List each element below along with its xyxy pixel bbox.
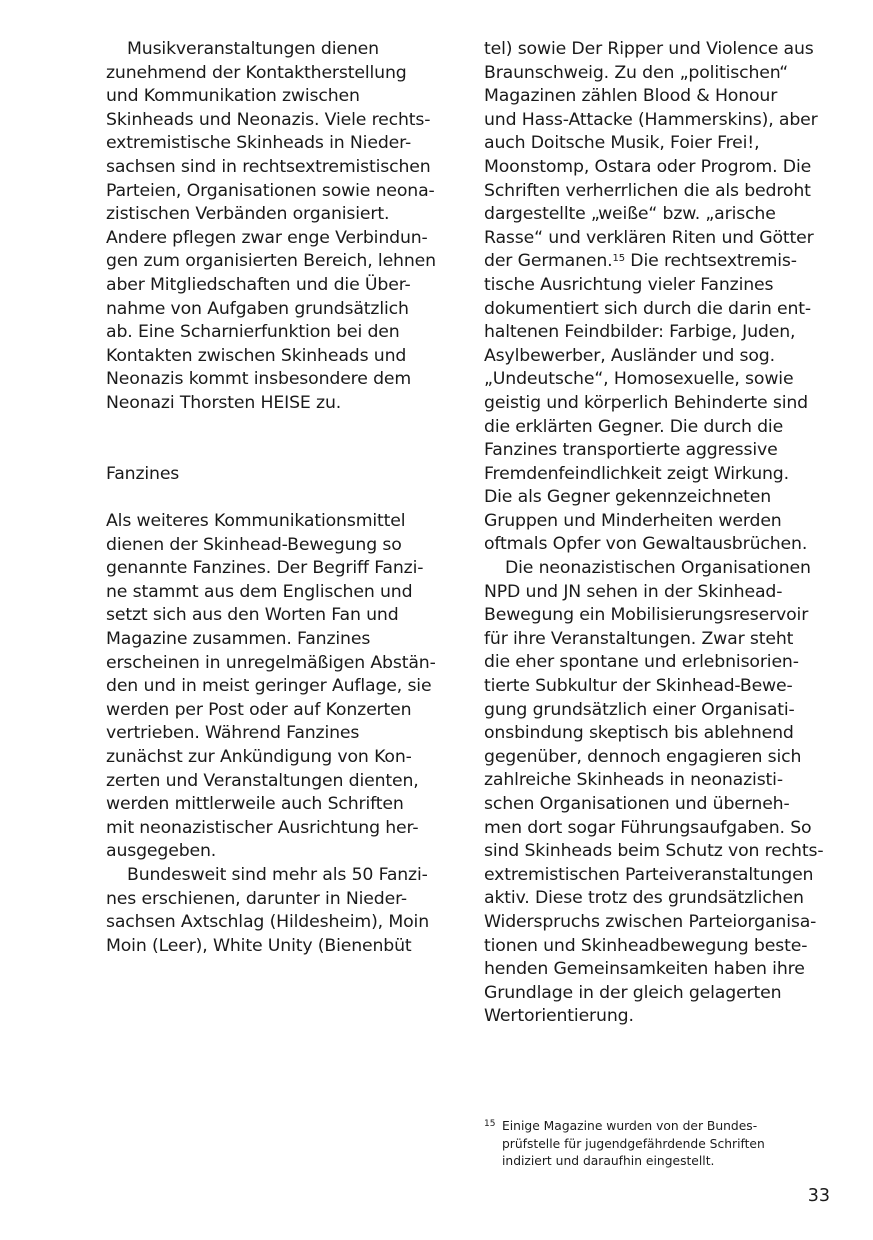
text-line: ab. Eine Scharnierfunktion bei den — [106, 322, 400, 343]
text-line: NPD und JN sehen in der Skinhead- — [484, 581, 783, 602]
text-line: tel) sowie Der Ripper und Violence aus — [484, 39, 814, 59]
text-line: onsbindung skeptisch bis ablehnend — [484, 723, 794, 744]
paragraph-fanzines-content — [484, 38, 830, 557]
text-line: vertrieben. Während Fanzines — [106, 723, 360, 744]
text-line: aber Mitgliedschaften und die Über- — [106, 274, 411, 295]
text-line: Fremdenfeindlichkeit zeigt Wirkung. — [484, 463, 789, 484]
paragraph-npd-jn — [484, 557, 830, 1029]
right-column — [484, 38, 830, 1029]
text-line: Magazine zusammen. Fanzines — [106, 629, 371, 650]
text-line: setzt sich aus den Worten Fan und — [106, 605, 399, 626]
text-line: Kontakten zwischen Skinheads und — [106, 345, 407, 366]
text-line: Neonazi Thorsten HEISE zu. — [106, 392, 342, 413]
text-line: Fanzines transportierte aggressive — [484, 440, 778, 461]
text-line: gegenüber, dennoch engagieren sich — [484, 746, 802, 767]
text-line: dargestellte „weiße“ bzw. „arische — [484, 204, 776, 225]
text-line: Magazinen zählen Blood & Honour — [484, 86, 778, 107]
text-segment: der Germanen. — [484, 251, 613, 272]
text-line: zerten und Veranstaltungen dienten, — [106, 770, 419, 791]
text-line: schen Organisationen und überneh- — [484, 794, 790, 814]
footnote-text — [502, 1118, 814, 1171]
text-line: Grundlage in der gleich gelagerten — [484, 982, 782, 1003]
text-line: nahme von Aufgaben grundsätzlich — [106, 298, 409, 319]
page-number: 33 — [807, 1186, 830, 1206]
text-line: erscheinen in unregelmäßigen Abstän- — [106, 652, 436, 673]
text-line: men dort sogar Führungsaufgaben. So — [484, 817, 812, 838]
text-line: zistischen Verbänden organisiert. — [106, 204, 390, 225]
text-line: ne stammt aus dem Englischen und — [106, 581, 413, 602]
spacer — [106, 416, 451, 463]
text-line: Braunschweig. Zu den „politischen“ — [484, 62, 789, 83]
text-line: henden Gemeinsamkeiten haben ihre — [484, 959, 805, 980]
text-line: aktiv. Diese trotz des grundsätzlichen — [484, 888, 804, 909]
text-line: Andere pflegen zwar enge Verbindun- — [106, 227, 428, 248]
text-line: oftmals Opfer von Gewaltausbrüchen. — [484, 534, 808, 555]
text-line: gen zum organisierten Bereich, lehnen — [106, 251, 436, 272]
text-line: dienen der Skinhead-Bewegung so — [106, 534, 402, 555]
text-line: Die als Gegner gekennzeichneten — [484, 487, 772, 508]
text-line: zunehmend der Kontaktherstellung — [106, 62, 407, 83]
text-line: sachsen Axtschlag (Hildesheim), Moin — [106, 912, 429, 933]
footnote-line: prüfstelle für jugendgefährdende Schriften — [502, 1136, 765, 1151]
text-line: nes erschienen, darunter in Nieder- — [106, 888, 408, 909]
text-line: Als weiteres Kommunikationsmittel — [106, 511, 406, 532]
text-line: werden per Post oder auf Konzerten — [106, 699, 412, 720]
spacer — [106, 486, 451, 510]
text-line: gung grundsätzlich einer Organisati- — [484, 699, 795, 720]
text-line: Die neonazistischen Organisationen — [505, 558, 811, 579]
paragraph-contacts — [106, 38, 451, 416]
text-line: extremistische Skinheads in Nieder- — [106, 133, 412, 154]
text-line: geistig und körperlich Behinderte sind — [484, 392, 808, 413]
text-line: haltenen Feindbilder: Farbige, Juden, — [484, 322, 796, 343]
paragraph-fanzines-list — [106, 864, 451, 958]
text-line: die eher spontane und erlebnisorien- — [484, 652, 799, 673]
text-line: extremistischen Parteiveranstaltungen — [484, 864, 814, 885]
text-line: den und in meist geringer Auflage, sie — [106, 676, 432, 697]
footnote — [484, 1118, 814, 1171]
text-line: „Undeutsche“, Homosexuelle, sowie — [484, 369, 794, 390]
footnote-number: 15 — [484, 1119, 496, 1129]
section-heading: Fanzines — [106, 463, 180, 484]
text-line: Bundesweit sind mehr als 50 Fanzi- — [127, 865, 428, 885]
text-line: zahlreiche Skinheads in neonazisti- — [484, 770, 783, 791]
text-line: genannte Fanzines. Der Begriff Fanzi- — [106, 558, 424, 579]
footnote-line: indiziert und daraufhin eingestellt. — [502, 1154, 715, 1168]
text-line: mit neonazistischer Ausrichtung her- — [106, 817, 419, 838]
text-line: Wertorientierung. — [484, 1006, 634, 1027]
text-line: sachsen sind in rechtsextremistischen — [106, 156, 431, 177]
text-line: werden mittlerweile auch Schriften — [106, 794, 404, 815]
text-line: tierte Subkultur der Skinhead-Bewe- — [484, 676, 793, 697]
text-segment: Die rechtsextremis- — [624, 251, 797, 272]
text-line: tionen und Skinheadbewegung beste- — [484, 935, 808, 956]
text-line: Asylbewerber, Ausländer und sog. — [484, 345, 775, 366]
text-line: ausgegeben. — [106, 841, 217, 862]
text-line: Moin (Leer), White Unity (Bienenbüt — [106, 935, 412, 956]
text-line: dokumentiert sich durch die darin ent- — [484, 298, 812, 319]
text-line: Widerspruchs zwischen Parteiorganisa- — [484, 911, 817, 932]
paragraph-fanzines-intro — [106, 510, 451, 864]
text-line: Moonstomp, Ostara oder Progrom. Die — [484, 156, 812, 177]
text-line: auch Doitsche Musik, Foier Frei!, — [484, 133, 760, 154]
text-line: Rasse“ und verklären Riten und Götter — [484, 227, 814, 248]
text-line: Neonazis kommt insbesondere dem — [106, 369, 412, 390]
text-line: Gruppen und Minderheiten werden — [484, 510, 782, 531]
left-column — [106, 38, 451, 958]
text-line: die erklärten Gegner. Die durch die — [484, 416, 784, 437]
text-line: und Hass-Attacke (Hammerskins), aber — [484, 109, 818, 130]
text-line: Schriften verherrlichen die als bedroht — [484, 180, 811, 201]
text-line: tische Ausrichtung vieler Fanzines — [484, 274, 774, 295]
text-line: Musikveranstaltungen dienen — [127, 39, 379, 59]
text-line: Parteien, Organisationen sowie neona- — [106, 180, 435, 201]
text-line: zunächst zur Ankündigung von Kon- — [106, 747, 412, 768]
text-line-with-footnote-ref — [484, 250, 830, 274]
text-line: für ihre Veranstaltungen. Zwar steht — [484, 628, 794, 649]
footnote-line: Einige Magazine wurden von der Bundes- — [502, 1119, 758, 1133]
footnote-reference[interactable]: 15 — [612, 253, 625, 265]
text-line: sind Skinheads beim Schutz von rechts- — [484, 841, 824, 862]
text-line: Bewegung ein Mobilisierungsreservoir — [484, 605, 809, 626]
text-line: und Kommunikation zwischen — [106, 86, 360, 107]
text-line: Skinheads und Neonazis. Viele rechts- — [106, 109, 431, 130]
